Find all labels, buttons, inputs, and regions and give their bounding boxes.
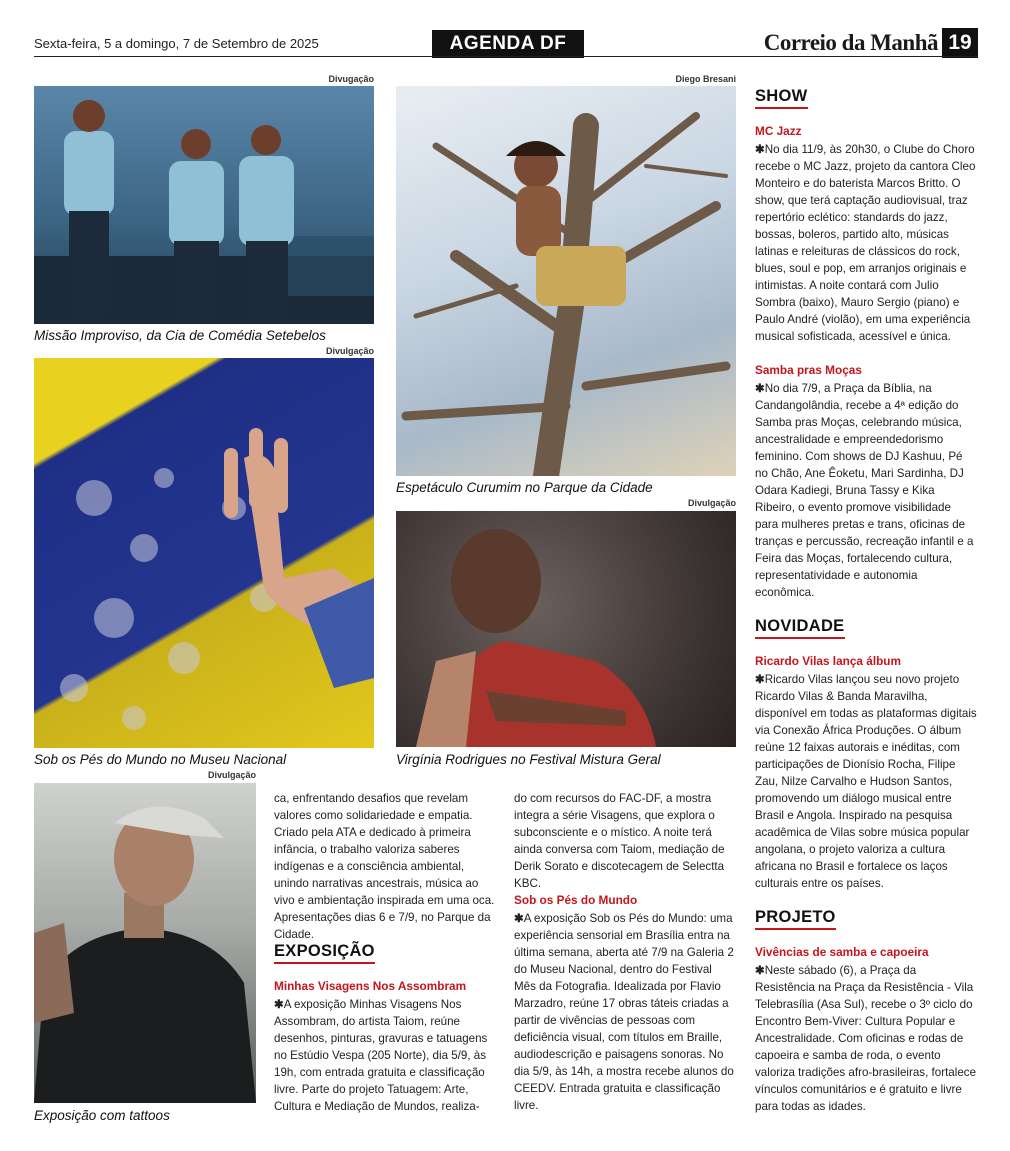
photo-caption: Missão Improviso, da Cia de Comédia Setebelos — [34, 328, 326, 343]
photo-credit: Diego Bresani — [675, 74, 736, 84]
issue-date: Sexta-feira, 5 a domingo, 7 de Setembro de 2025 — [34, 36, 319, 51]
article-body: ✱Neste sábado (6), a Praça da Resistência na Praça da Resistência - Vila Telebrasília (Asa Sul), recebe o 3º ciclo do Encontro Bem-Viver: Cultura Popular e Ancestralidade. Com oficinas e rodas de capoeira e samba de roda, o evento valoriza tradições afro-brasileiras, fortalece vínculos comunitários e é gratuito e livre para todas as idades. — [755, 964, 977, 1113]
article-body: ✱Ricardo Vilas lançou seu novo projeto Ricardo Vilas & Banda Maravilha, disponível em todas as plataformas digitais via Conexão África Produções. O álbum reúne 12 faixas autorais e inéditas, com participações de Dionísio Rocha, Filipe Zau, Nilze Carvalho e Hudson Santos, promovendo um diálogo musical entre Brasil e Angola. Inspirado na pesquisa acadêmica de Vilas sobre música popular angolana, o projeto valoriza a cultura africana no Brasil e fortalece os laços culturais entre os países. — [755, 673, 977, 890]
section-title: AGENDA DF — [432, 30, 584, 58]
column-a — [274, 790, 496, 1115]
photo-singer-portrait — [396, 511, 736, 747]
photo-caption: Virgínia Rodrigues no Festival Mistura Geral — [396, 752, 661, 767]
photo-theater-actors — [34, 86, 374, 324]
page-number: 19 — [942, 28, 978, 58]
column-b — [514, 790, 736, 1114]
bullet-star-icon: ✱ — [755, 382, 765, 395]
article-body: ✱A exposição Minhas Visagens Nos Assombram, do artista Taiom, reúne desenhos, pinturas, gravuras e tatuagens no Estúdio Vespa (205 Norte), dia 5/9, às 19h, com entrada gratuita e classificação livre. Parte do projeto Tatuagem: Arte, Cultura e Mediação de Mundos, realiza- — [274, 998, 488, 1113]
article-body: ✱No dia 11/9, às 20h30, o Clube do Choro recebe o MC Jazz, projeto da cantora Cleo Monteiro e do baterista Marcos Britto. O show, que terá captação audiovisual, traz repertório eclético: standards do jazz, bossas, boleros, partido alto, músicas latinas e releituras de clássicos do rock, blues, soul e pop, em arranjos originais e intimistas. A noite contará com Julio Sombra (baixo), Mauro Sergio (piano) e Paulo André (violão), em uma experiência musical sofisticada, acessível e única. — [755, 143, 976, 343]
article — [755, 653, 977, 892]
article-title: Sob os Pés do Mundo — [514, 893, 638, 907]
header-rule — [34, 56, 978, 57]
article — [755, 944, 977, 1115]
section-heading-exposicao: EXPOSIÇÃO — [274, 943, 375, 964]
photo-tattoo-artist — [34, 783, 256, 1103]
article-body: ✱A exposição Sob os Pés do Mundo: uma experiência sensorial em Brasília entra na última semana, aberta até 7/9 na Galeria 2 do Museu Nacional, dentro do Festival Mês da Fotografia. Idealizada por Flavio Marzadro, reúne 17 obras táteis criadas a partir de vivências de pessoas com deficiência visual, com títulos em Braille, audiodescrição e paisagens sonoras. No dia 5/9, às 14h, a mostra recebe alunos do CEEDV. Entrada gratuita e classificação livre. — [514, 912, 734, 1112]
photo-caption: Espetáculo Curumim no Parque da Cidade — [396, 480, 653, 495]
article-title: Minhas Visagens Nos Assombram — [274, 979, 467, 993]
article-continuation: ca, enfrentando desafios que revelam valores como solidariedade e empatia. Criado pela ATA e dedicado à primeira infância, o trabalho valoriza saberes indígenas e a consciência ambiental, unindo narrativas ancestrais, música ao vivo e ambientação inspirada em uma oca. Apresentações dias 6 e 7/9, no Parque da Cidade. — [274, 792, 495, 941]
section-heading-novidade: NOVIDADE — [755, 618, 845, 639]
photo-credit: Divugação — [328, 74, 374, 84]
article-body: ✱No dia 7/9, a Praça da Bíblia, na Candangolândia, recebe a 4ª edição do Samba pras Moças, celebrando música, ancestralidade e empreendedorismo feminino. Com shows de DJ Kashuu, Pé no Chão, Ane Êoketu, Mari Sardinha, DJ Odara Kadiegi, Bruna Tassy e Kika Ribeiro, o evento promove visibilidade para mulheres pretas e trans, oficinas de tranças e percussão, recreação infantil e a Feira das Moças, fortalecendo cultura, representatividade e autonomia econômica. — [755, 382, 974, 599]
bullet-star-icon: ✱ — [514, 912, 524, 925]
section-heading-show: SHOW — [755, 88, 808, 109]
photo-caption: Exposição com tattoos — [34, 1108, 170, 1123]
photo-caption: Sob os Pés do Mundo no Museu Nacional — [34, 752, 287, 767]
article-title: Vivências de samba e capoeira — [755, 945, 929, 959]
article-title: Ricardo Vilas lança álbum — [755, 654, 901, 668]
page-header — [34, 28, 978, 58]
photo-credit: Divulgação — [325, 346, 374, 356]
photo-credit: Divulgação — [687, 498, 736, 508]
article-title: MC Jazz — [755, 124, 802, 138]
photo-hand-on-mural — [34, 358, 374, 748]
section-heading-projeto: PROJETO — [755, 909, 836, 930]
column-c — [755, 88, 977, 1115]
newspaper-logo: Correio da Manhã — [763, 30, 938, 55]
bullet-star-icon: ✱ — [755, 143, 765, 156]
article-title: Samba pras Moças — [755, 363, 862, 377]
photo-tree-performer — [396, 86, 736, 476]
article — [755, 362, 977, 601]
bullet-star-icon: ✱ — [274, 998, 284, 1011]
bullet-star-icon: ✱ — [755, 673, 765, 686]
bullet-star-icon: ✱ — [755, 964, 765, 977]
article — [755, 123, 977, 345]
article-continuation: do com recursos do FAC-DF, a mostra integra a série Visagens, que explora o subconsciente e o místico. A noite terá ainda conversa com Taiom, mediação de Derik Sorato e discotecagem de Selectta KBC. — [514, 792, 725, 890]
photo-credit: Divulgação — [207, 770, 256, 780]
